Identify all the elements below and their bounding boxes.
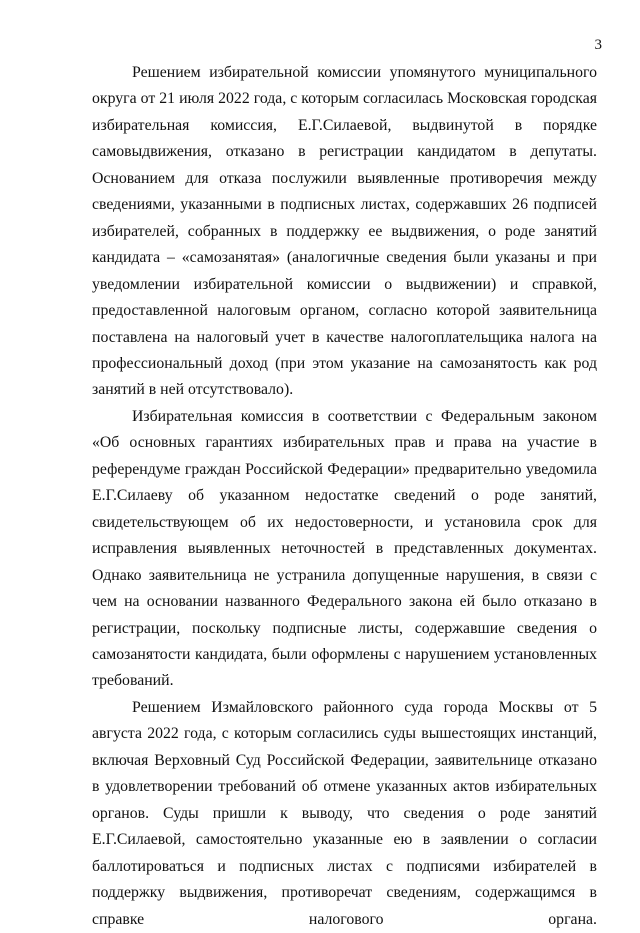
paragraph-refusal-decision: Решением избирательной комиссии упомянутого муниципального округа от 21 июля 2022 года, с которым согласилась Московская городская избирательная комиссия, Е.Г.Силаевой, выдвинутой в порядке самовыдвижения, отказано в регистрации кандидатом в депутаты. Основанием для отказа послужили выявленные противоречия между сведениями, указанными в подписных листах, содержавших 26 подписей избирателей, собранных в поддержку ее выдвижения, о роде занятий кандидата – «самозанятая» (аналогичные сведения были указаны и при уведомлении избирательной комиссии о выдвижении) и справкой, предоставленной налоговым органом, согласно которой заявительница поставлена на налоговый учет в качестве налогоплательщика налога на профессиональный доход (при этом указание на самозанятость как род занятий в ней отсутствовало). xyxy=(92,64,597,399)
page-number: 3 xyxy=(594,37,602,53)
document-body xyxy=(92,60,597,933)
paragraph-commission-notice: Избирательная комиссия в соответствии с Федеральным законом «Об основных гарантиях избирательных прав и права на участие в референдуме граждан Российской Федерации» предварительно уведомила Е.Г.Силаеву об указанном недостатке сведений о роде занятий, свидетельствующем об их недостоверности, и установила срок для исправления выявленных неточностей в представленных документах. Однако заявительница не устранила допущенные нарушения, в связи с чем на основании названного Федерального закона ей было отказано в регистрации, поскольку подписные листы, содержавшие сведения о самозанятости кандидата, были оформлены с нарушением установленных требований. xyxy=(92,407,597,690)
paragraph-court-decision: Решением Измайловского районного суда города Москвы от 5 августа 2022 года, с которым согласились суды вышестоящих инстанций, включая Верховный Суд Российской Федерации, заявительнице отказано в удовлетворении требований об отмене указанных актов избирательных органов. Суды пришли к выводу, что сведения о роде занятий Е.Г.Силаевой, самостоятельно указанные ею в заявлении о согласии баллотироваться и подписных листах с подписями избирателей в поддержку выдвижения, противоречат сведениям, содержащимся в справке налогового органа. xyxy=(92,698,597,928)
